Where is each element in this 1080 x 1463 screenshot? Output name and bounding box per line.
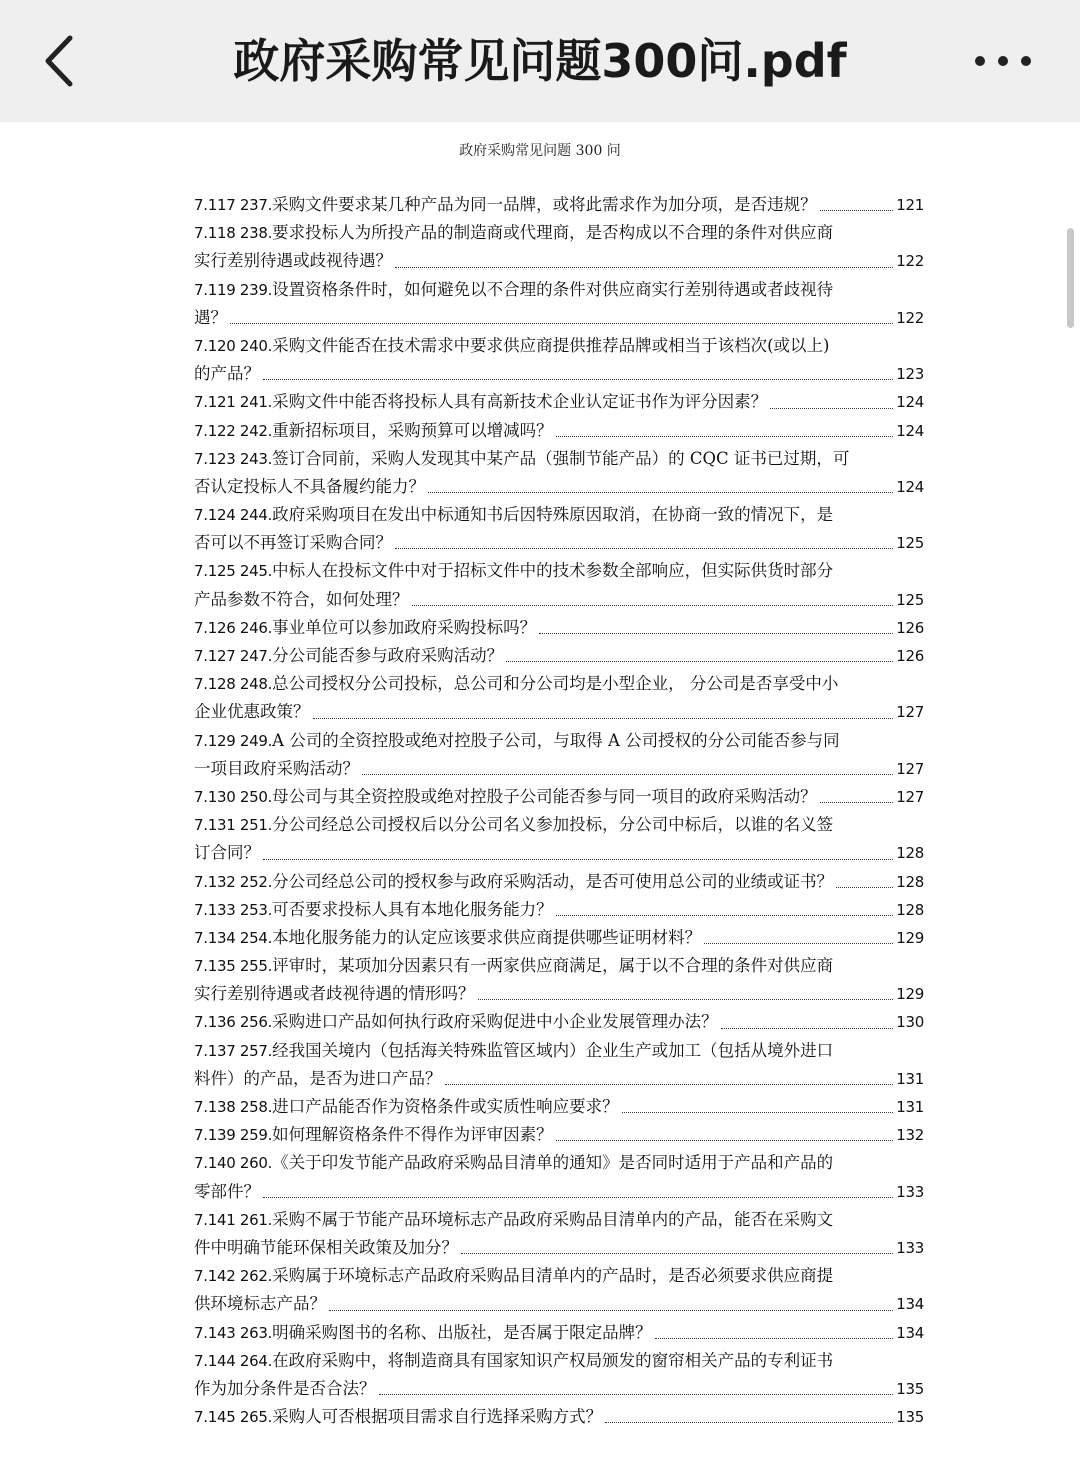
toc-page-number: 130 — [896, 1013, 924, 1032]
toc-leader-dots — [362, 762, 893, 775]
toc-page-number: 135 — [896, 1408, 924, 1427]
toc-page-number: 127 — [896, 787, 924, 806]
toc-leader-dots — [461, 1241, 893, 1254]
toc-leader-dots — [556, 1128, 894, 1141]
toc-entry-line[interactable] — [194, 1121, 924, 1149]
toc-entry-text: 母公司与其全资控股或绝对控股子公司能否参与同一项目的政府采购活动？ — [272, 786, 817, 806]
back-button[interactable] — [36, 32, 86, 90]
toc-page-number: 131 — [896, 1098, 924, 1116]
toc-entry-line[interactable] — [194, 1206, 924, 1234]
toc-leader-dots — [506, 649, 893, 662]
toc-leader-dots — [445, 1072, 894, 1085]
toc-page-number: 134 — [896, 1323, 924, 1342]
toc-entry-line[interactable] — [194, 529, 924, 557]
toc-entry-number: 7.118 238. — [194, 224, 273, 243]
toc-entry-line[interactable] — [194, 276, 924, 304]
toc-entry-line[interactable] — [194, 924, 924, 952]
toc-entry-text: 总公司授权分公司投标，总公司和分公司均是小型企业， 分公司是否享受中小 — [272, 674, 839, 694]
toc-entry-text: 签订合同前，采购人发现其中某产品（强制节能产品）的 CQC 证书已过期，可 — [272, 448, 850, 468]
more-dots-icon — [972, 44, 1034, 78]
toc-leader-dots — [313, 706, 894, 719]
toc-entry-number: 7.141 261. — [194, 1210, 273, 1229]
toc-entry-number: 7.140 260. — [194, 1154, 273, 1173]
toc-entry-number: 7.127 247. — [194, 647, 273, 665]
toc-entry-text: 料件）的产品，是否为进口产品？ — [194, 1068, 442, 1088]
toc-page-number: 135 — [896, 1379, 924, 1398]
toc-entry-number: 7.132 252. — [194, 872, 273, 891]
toc-entry-text: 采购文件要求某几种产品为同一品牌，或将此需求作为加分项，是否违规？ — [272, 195, 817, 214]
toc-entry-text: 遇？ — [194, 307, 227, 327]
toc-entry-line[interactable] — [194, 783, 924, 811]
toc-entry-line[interactable] — [194, 1149, 924, 1177]
toc-entry-text: 采购不属于节能产品环境标志产品政府采购品目清单内的产品，能否在采购文 — [272, 1209, 834, 1229]
toc-entry-text: 事业单位可以参加政府采购投标吗？ — [272, 617, 537, 637]
toc-entry-line[interactable] — [194, 839, 924, 867]
toc-page-number: 128 — [896, 900, 924, 919]
document-title: 政府采购常见问题300问.pdf — [233, 34, 847, 88]
toc-entry-line[interactable] — [194, 642, 924, 670]
toc-entry-number: 7.145 265. — [194, 1408, 273, 1427]
toc-page-number: 131 — [896, 1069, 924, 1088]
toc-entry-text: 政府采购项目在发出中标通知书后因特殊原因取消，在协商一致的情况下，是 — [272, 505, 834, 525]
top-bar — [0, 0, 1080, 122]
toc-leader-dots — [605, 1410, 893, 1423]
toc-leader-dots — [820, 790, 894, 803]
toc-entry-line[interactable] — [194, 1403, 924, 1431]
toc-entry-text: 零部件？ — [194, 1181, 260, 1201]
toc-entry-number: 7.131 251. — [194, 816, 273, 835]
toc-leader-dots — [412, 593, 894, 606]
toc-page-number: 123 — [896, 365, 924, 384]
toc-leader-dots — [263, 1185, 893, 1198]
toc-entry-number: 7.144 264. — [194, 1351, 273, 1370]
toc-entry-line[interactable] — [194, 557, 924, 585]
toc-entry-text: 《关于印发节能产品政府采购品目清单的通知》是否同时适用于产品和产品的 — [272, 1153, 834, 1173]
toc-entry-line[interactable] — [194, 727, 924, 755]
toc-entry-text: 实行差别待遇或歧视待遇？ — [194, 251, 392, 271]
toc-entry-text: 件中明确节能环保相关政策及加分？ — [194, 1237, 458, 1257]
toc-entry-text: 采购进口产品如何执行政府采购促进中小企业发展管理办法？ — [272, 1012, 718, 1032]
toc-page-number: 129 — [896, 985, 924, 1004]
toc-entry-text: 采购文件中能否将投标人具有高新技术企业认定证书作为评分因素？ — [272, 392, 768, 412]
toc-entry-line[interactable] — [194, 417, 924, 445]
toc-entry-number: 7.138 258. — [194, 1098, 273, 1116]
toc-page-number: 134 — [896, 1295, 924, 1314]
toc-entry-number: 7.134 254. — [194, 928, 273, 947]
toc-entry-line[interactable] — [194, 1178, 924, 1206]
toc-entry-line[interactable] — [194, 501, 924, 529]
toc-entry-line[interactable] — [194, 952, 924, 980]
toc-leader-dots — [704, 931, 893, 944]
toc-entry-number: 7.142 262. — [194, 1267, 273, 1286]
running-header: 政府采购常见问题 300 问 — [459, 143, 621, 159]
toc-entry-text: 订合同？ — [194, 843, 260, 863]
toc-page-number: 133 — [896, 1238, 924, 1257]
toc-page-number: 132 — [896, 1126, 924, 1145]
toc-page-number: 129 — [896, 928, 924, 947]
toc-entry-text: 进口产品能否作为资格条件或实质性响应要求？ — [272, 1097, 619, 1116]
toc-entry-line[interactable] — [194, 1347, 924, 1375]
toc-entry-text: 在政府采购中，将制造商具有国家知识产权局颁发的窗帘相关产品的专利证书 — [272, 1350, 834, 1370]
toc-entry-line[interactable] — [194, 1290, 924, 1318]
toc-entry-line[interactable] — [194, 614, 924, 642]
toc-leader-dots — [556, 424, 894, 437]
toc-leader-dots — [263, 367, 893, 380]
toc-entry-line[interactable] — [194, 698, 924, 726]
toc-entry-text: 的产品？ — [194, 364, 260, 384]
toc-entry-text: 如何理解资格条件不得作为评审因素？ — [272, 1125, 553, 1145]
toc-leader-dots — [428, 480, 893, 493]
toc-entry-text: 作为加分条件是否合法？ — [194, 1378, 376, 1398]
toc-entry-text: 一项目政府采购活动？ — [194, 758, 359, 778]
toc-entry-line[interactable] — [194, 332, 924, 360]
toc-entry-line[interactable] — [194, 247, 924, 275]
toc-leader-dots — [721, 1016, 894, 1029]
toc-entry-line[interactable] — [194, 1262, 924, 1290]
toc-entry-number: 7.123 243. — [194, 449, 273, 468]
more-options-button[interactable] — [972, 44, 1034, 78]
toc-page-number: 124 — [896, 421, 924, 440]
toc-entry-text: 采购文件能否在技术需求中要求供应商提供推荐品牌或相当于该档次(或以上) — [272, 335, 830, 355]
toc-entry-text: 企业优惠政策？ — [194, 702, 310, 722]
toc-entry-number: 7.128 248. — [194, 675, 273, 694]
toc-page-number: 133 — [896, 1182, 924, 1201]
toc-entry-text: 经我国关境内（包括海关特殊监管区域内）企业生产或加工（包括从境外进口 — [272, 1040, 834, 1060]
toc-page-number: 121 — [896, 196, 924, 214]
toc-entry-line[interactable] — [194, 1037, 924, 1065]
toc-page-number: 122 — [896, 308, 924, 327]
toc-leader-dots — [329, 1298, 893, 1311]
toc-entry-text: 否认定投标人不具备履约能力？ — [194, 476, 425, 496]
toc-leader-dots — [539, 621, 893, 634]
toc-entry-line[interactable] — [194, 811, 924, 839]
toc-page-number: 126 — [896, 647, 924, 665]
toc-leader-dots — [478, 987, 894, 1000]
toc-entry-number: 7.125 245. — [194, 562, 273, 581]
toc-page-number: 122 — [896, 252, 924, 271]
toc-entry-text: 采购人可否根据项目需求自行选择采购方式？ — [272, 1407, 603, 1427]
toc-entry-number: 7.139 259. — [194, 1126, 273, 1145]
toc-entry-text: 实行差别待遇或者歧视待遇的情形吗？ — [194, 984, 475, 1004]
toc-entry-text: 可否要求投标人具有本地化服务能力？ — [272, 899, 553, 919]
toc-page-number: 126 — [896, 618, 924, 637]
toc-entry-number: 7.117 237. — [194, 196, 273, 214]
toc-entry-line[interactable] — [194, 304, 924, 332]
toc-leader-dots — [655, 1326, 894, 1339]
toc-entry-text: 要求投标人为所投产品的制造商或代理商，是否构成以不合理的条件对供应商 — [272, 223, 834, 243]
toc-entry-line[interactable] — [194, 1319, 924, 1347]
toc-entry-text: 明确采购图书的名称、出版社，是否属于限定品牌？ — [272, 1322, 652, 1342]
toc-leader-dots — [836, 875, 893, 888]
scrollbar-thumb[interactable] — [1067, 228, 1074, 328]
toc-leader-dots — [230, 311, 893, 324]
chevron-left-icon — [36, 32, 86, 90]
toc-entry-text: 设置资格条件时，如何避免以不合理的条件对供应商实行差别待遇或者歧视待 — [272, 279, 834, 299]
toc-leader-dots — [820, 198, 894, 211]
toc-entry-line[interactable] — [194, 388, 924, 416]
toc-leader-dots — [395, 255, 893, 268]
toc-entry-line[interactable] — [194, 219, 924, 247]
toc-entry-text: 分公司能否参与政府采购活动？ — [272, 646, 504, 665]
toc-entry-line[interactable] — [194, 670, 924, 698]
toc-entry-line[interactable] — [194, 1093, 924, 1121]
toc-page-number: 128 — [896, 872, 924, 891]
toc-leader-dots — [395, 536, 893, 549]
toc-entry-text: 本地化服务能力的认定应该要求供应商提供哪些证明材料？ — [272, 927, 702, 947]
toc-entry-number: 7.129 249. — [194, 731, 273, 750]
toc-leader-dots — [263, 847, 893, 860]
toc-entry-number: 7.124 244. — [194, 506, 273, 525]
toc-entry-number: 7.143 263. — [194, 1323, 273, 1342]
toc-entry-text: 否可以不再签订采购合同？ — [194, 533, 392, 553]
toc-entry-line[interactable] — [194, 1008, 924, 1036]
toc-page-number: 127 — [896, 703, 924, 722]
toc-entry-number: 7.133 253. — [194, 900, 273, 919]
toc-entry-line[interactable] — [194, 980, 924, 1008]
toc-entry-line[interactable] — [194, 755, 924, 783]
toc-page-number: 124 — [896, 393, 924, 412]
toc-entry-number: 7.121 241. — [194, 393, 273, 412]
toc-entry-line[interactable] — [194, 191, 924, 219]
toc-entry-number: 7.126 246. — [194, 618, 273, 637]
toc-leader-dots — [556, 903, 894, 916]
toc-entry-line[interactable] — [194, 896, 924, 924]
toc-entry-number: 7.119 239. — [194, 280, 273, 299]
toc-entry-line[interactable] — [194, 473, 924, 501]
toc-leader-dots — [379, 1382, 894, 1395]
toc-entry-number: 7.136 256. — [194, 1013, 273, 1032]
table-of-contents — [194, 191, 924, 1431]
toc-page-number: 127 — [896, 759, 924, 778]
toc-entry-number: 7.130 250. — [194, 787, 273, 806]
toc-entry-line[interactable] — [194, 1234, 924, 1262]
toc-entry-number: 7.120 240. — [194, 336, 273, 355]
toc-page-number: 125 — [896, 590, 924, 609]
toc-page-number: 125 — [896, 534, 924, 553]
toc-leader-dots — [622, 1100, 894, 1113]
toc-entry-text: 评审时，某项加分因素只有一两家供应商满足，属于以不合理的条件对供应商 — [272, 956, 834, 976]
toc-entry-number: 7.137 257. — [194, 1041, 273, 1060]
toc-entry-text: 采购属于环境标志产品政府采购品目清单内的产品时，是否必须要求供应商提 — [272, 1266, 834, 1286]
toc-entry-number: 7.135 255. — [194, 957, 273, 976]
toc-page-number: 128 — [896, 844, 924, 863]
toc-entry-line[interactable] — [194, 445, 924, 473]
toc-entry-text: 分公司经总公司的授权参与政府采购活动，是否可使用总公司的业绩或证书？ — [272, 871, 834, 891]
toc-entry-text: 供环境标志产品？ — [194, 1294, 326, 1314]
toc-entry-number: 7.122 242. — [194, 421, 273, 440]
toc-entry-text: A 公司的全资控股或绝对控股子公司，与取得 A 公司授权的分公司能否参与同 — [272, 730, 840, 750]
toc-leader-dots — [770, 396, 893, 409]
toc-entry-text: 产品参数不符合，如何处理？ — [194, 589, 409, 609]
toc-entry-line[interactable] — [194, 360, 924, 388]
toc-entry-line[interactable] — [194, 586, 924, 614]
toc-entry-line[interactable] — [194, 1065, 924, 1093]
toc-entry-line[interactable] — [194, 868, 924, 896]
toc-entry-text: 中标人在投标文件中对于招标文件中的技术参数全部响应，但实际供货时部分 — [272, 561, 834, 581]
toc-entry-text: 重新招标项目，采购预算可以增减吗？ — [272, 420, 553, 440]
toc-page-number: 124 — [896, 477, 924, 496]
toc-entry-line[interactable] — [194, 1375, 924, 1403]
toc-entry-text: 分公司经总公司授权后以分公司名义参加投标，分公司中标后，以谁的名义签 — [272, 815, 834, 835]
